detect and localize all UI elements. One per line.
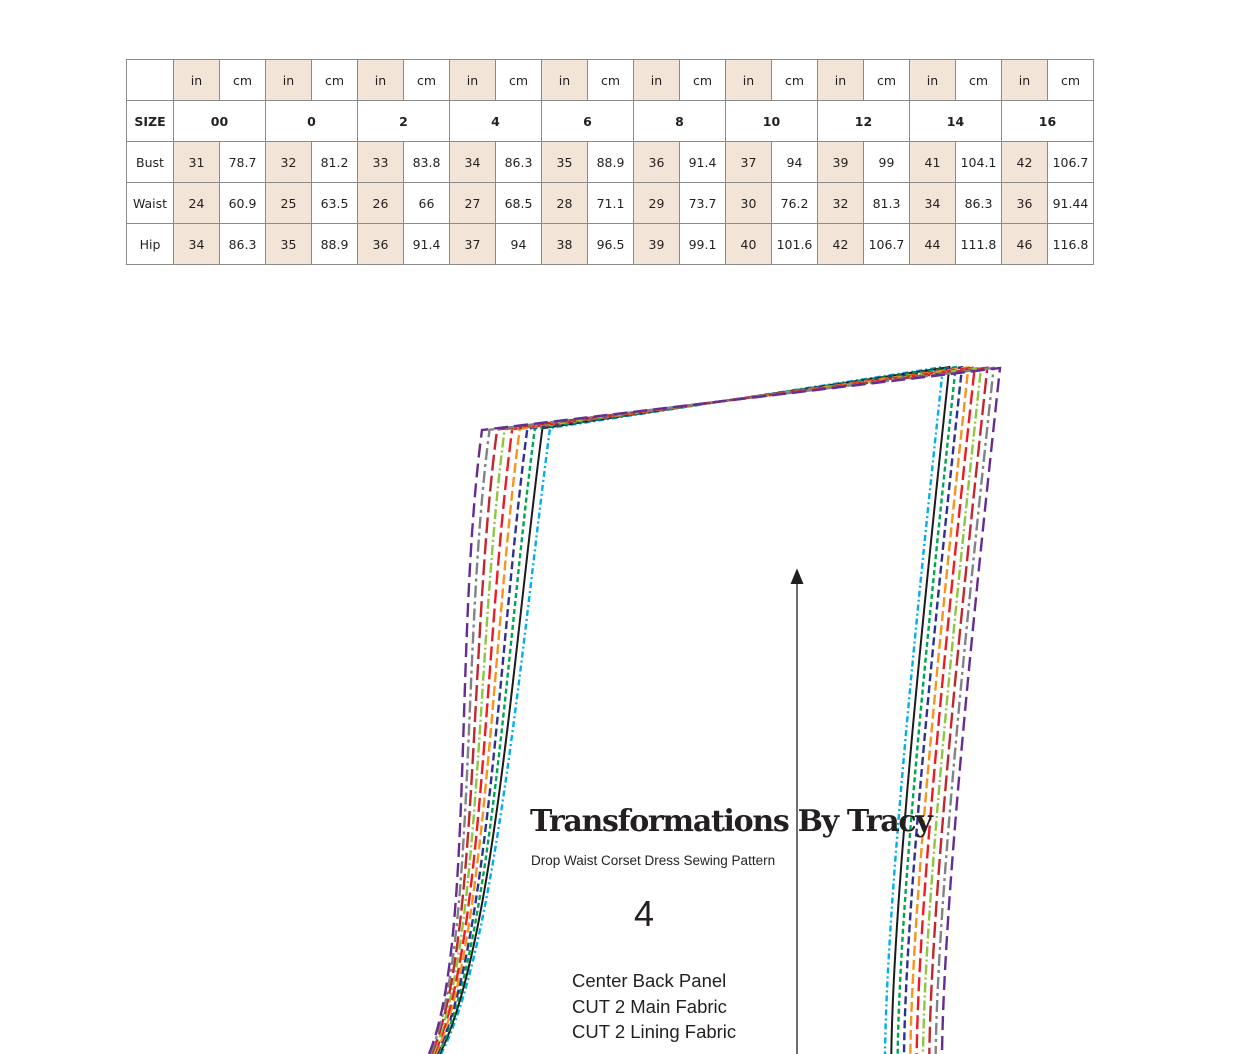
- size-heading: 6: [542, 101, 634, 142]
- size-heading: 16: [1002, 101, 1094, 142]
- measurement-in-value: 44: [910, 224, 956, 265]
- size-heading: 10: [726, 101, 818, 142]
- measurement-cm-value: 66: [404, 183, 450, 224]
- size-heading: 8: [634, 101, 726, 142]
- measurement-in-value: 34: [910, 183, 956, 224]
- size-heading: 12: [818, 101, 910, 142]
- size-row-label: SIZE: [127, 101, 174, 142]
- measurement-in-value: 38: [542, 224, 588, 265]
- measurement-cm-value: 111.8: [956, 224, 1002, 265]
- unit-in-header: in: [910, 60, 956, 101]
- measurement-in-value: 35: [542, 142, 588, 183]
- measurement-in-value: 36: [358, 224, 404, 265]
- measurement-cm-value: 101.6: [772, 224, 818, 265]
- unit-in-header: in: [1002, 60, 1048, 101]
- measurement-in-value: 37: [726, 142, 772, 183]
- measurement-cm-value: 96.5: [588, 224, 634, 265]
- measurement-cm-value: 106.7: [1048, 142, 1094, 183]
- measurement-label: Waist: [127, 183, 174, 224]
- measurement-in-value: 42: [818, 224, 864, 265]
- unit-cm-header: cm: [680, 60, 726, 101]
- unit-cm-header: cm: [588, 60, 634, 101]
- measurement-cm-value: 68.5: [496, 183, 542, 224]
- measurement-cm-value: 86.3: [956, 183, 1002, 224]
- measurement-cm-value: 91.4: [680, 142, 726, 183]
- measurement-in-value: 32: [266, 142, 312, 183]
- measurement-cm-value: 116.8: [1048, 224, 1094, 265]
- measurement-in-value: 27: [450, 183, 496, 224]
- measurement-in-value: 37: [450, 224, 496, 265]
- pattern-piece-number: 4: [634, 893, 655, 934]
- cut-lining-instruction: CUT 2 Lining Fabric: [572, 1021, 737, 1042]
- unit-in-header: in: [450, 60, 496, 101]
- measurement-cm-value: 91.4: [404, 224, 450, 265]
- size-heading: 2: [358, 101, 450, 142]
- measurement-label: Bust: [127, 142, 174, 183]
- measurement-cm-value: 106.7: [864, 224, 910, 265]
- pattern-piece-name: Center Back Panel: [572, 970, 727, 991]
- measurement-in-value: 41: [910, 142, 956, 183]
- measurement-in-value: 34: [174, 224, 220, 265]
- measurement-in-value: 31: [174, 142, 220, 183]
- cut-main-instruction: CUT 2 Main Fabric: [572, 995, 727, 1017]
- measurement-in-value: 32: [818, 183, 864, 224]
- measurement-cm-value: 88.9: [312, 224, 358, 265]
- unit-in-header: in: [542, 60, 588, 101]
- measurement-cm-value: 60.9: [220, 183, 266, 224]
- measurement-in-value: 30: [726, 183, 772, 224]
- measurement-cm-value: 99: [864, 142, 910, 183]
- unit-in-header: in: [818, 60, 864, 101]
- size-cutting-lines: [429, 367, 1000, 1054]
- unit-cm-header: cm: [496, 60, 542, 101]
- pattern-brand-title: Transformations By Tracy: [530, 804, 932, 839]
- measurement-cm-value: 81.3: [864, 183, 910, 224]
- measurement-cm-value: 94: [772, 142, 818, 183]
- unit-cm-header: cm: [956, 60, 1002, 101]
- unit-cm-header: cm: [404, 60, 450, 101]
- measurement-in-value: 28: [542, 183, 588, 224]
- size-heading: 0: [266, 101, 358, 142]
- pattern-piece-info: [572, 968, 736, 1045]
- measurement-cm-value: 81.2: [312, 142, 358, 183]
- unit-in-header: in: [634, 60, 680, 101]
- size-cutting-line: [441, 367, 943, 1054]
- measurement-in-value: 46: [1002, 224, 1048, 265]
- measurement-cm-value: 88.9: [588, 142, 634, 183]
- size-heading: 14: [910, 101, 1002, 142]
- unit-cm-header: cm: [312, 60, 358, 101]
- unit-in-header: in: [266, 60, 312, 101]
- measurement-in-value: 39: [634, 224, 680, 265]
- measurement-cm-value: 99.1: [680, 224, 726, 265]
- measurement-in-value: 34: [450, 142, 496, 183]
- measurement-in-value: 24: [174, 183, 220, 224]
- measurement-in-value: 36: [1002, 183, 1048, 224]
- measurement-cm-value: 83.8: [404, 142, 450, 183]
- measurement-in-value: 33: [358, 142, 404, 183]
- unit-cm-header: cm: [1048, 60, 1094, 101]
- unit-cm-header: cm: [864, 60, 910, 101]
- measurement-cm-value: 63.5: [312, 183, 358, 224]
- measurement-in-value: 42: [1002, 142, 1048, 183]
- measurement-cm-value: 78.7: [220, 142, 266, 183]
- measurement-in-value: 40: [726, 224, 772, 265]
- measurement-cm-value: 91.44: [1048, 183, 1094, 224]
- size-heading: 00: [174, 101, 266, 142]
- unit-cm-header: cm: [772, 60, 818, 101]
- unit-in-header: in: [726, 60, 772, 101]
- measurement-in-value: 25: [266, 183, 312, 224]
- measurement-label: Hip: [127, 224, 174, 265]
- measurement-cm-value: 104.1: [956, 142, 1002, 183]
- measurement-cm-value: 86.3: [220, 224, 266, 265]
- measurement-in-value: 36: [634, 142, 680, 183]
- measurement-in-value: 26: [358, 183, 404, 224]
- unit-in-header: in: [358, 60, 404, 101]
- measurement-cm-value: 76.2: [772, 183, 818, 224]
- pattern-subtitle: Drop Waist Corset Dress Sewing Pattern: [531, 853, 776, 868]
- measurement-cm-value: 71.1: [588, 183, 634, 224]
- measurement-cm-value: 73.7: [680, 183, 726, 224]
- measurement-cm-value: 94: [496, 224, 542, 265]
- measurement-in-value: 39: [818, 142, 864, 183]
- unit-in-header: in: [174, 60, 220, 101]
- measurement-cm-value: 86.3: [496, 142, 542, 183]
- measurement-in-value: 35: [266, 224, 312, 265]
- measurement-in-value: 29: [634, 183, 680, 224]
- size-heading: 4: [450, 101, 542, 142]
- unit-cm-header: cm: [220, 60, 266, 101]
